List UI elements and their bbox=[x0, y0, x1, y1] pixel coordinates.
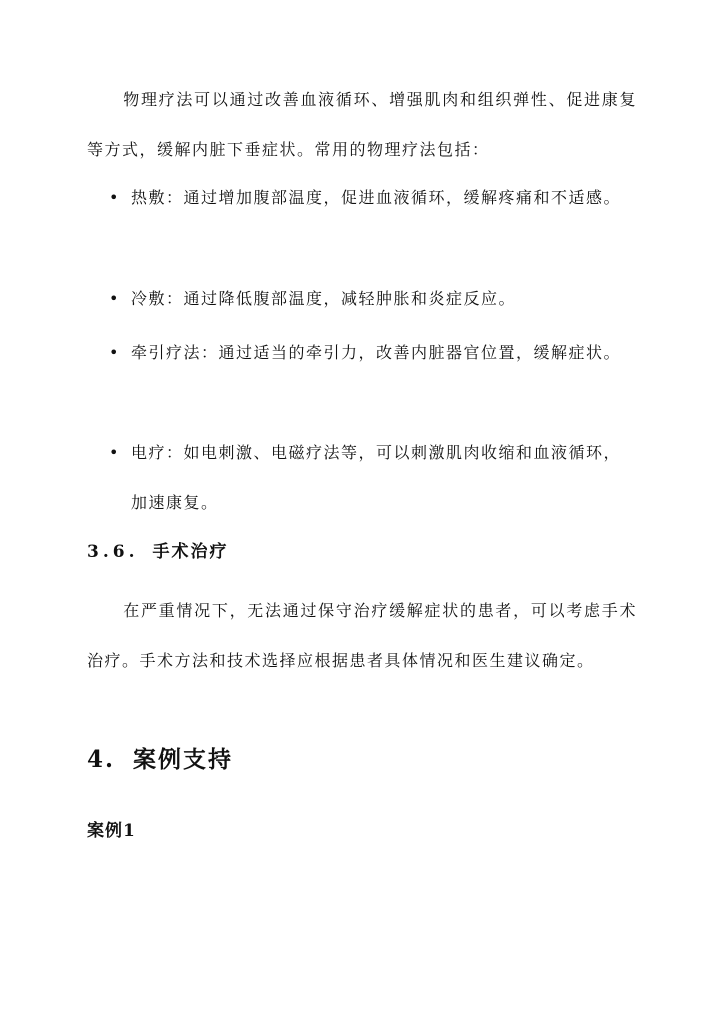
bullet-item-traction-therapy bbox=[87, 328, 637, 378]
bullet-text: 热敷：通过增加腹部温度，促进血液循环，缓解疼痛和不适感。 bbox=[131, 188, 622, 207]
bullet-text: 电疗：如电刺激、电磁疗法等，可以刺激肌肉收缩和血液循环，加速康复。 bbox=[131, 443, 622, 512]
bullet-item-electrotherapy bbox=[87, 428, 637, 528]
bullet-icon: • bbox=[109, 289, 120, 308]
section-3-6-heading bbox=[87, 537, 229, 562]
bullet-item-hot-compress bbox=[87, 173, 637, 223]
section-number: 4. bbox=[87, 746, 116, 773]
bullet-icon: • bbox=[109, 188, 120, 207]
surgery-paragraph-text: 在严重情况下，无法通过保守治疗缓解症状的患者，可以考虑手术治疗。手术方法和技术选择应根据患者具体情况和医生建议确定。 bbox=[87, 601, 637, 670]
bullet-text: 冷敷：通过降低腹部温度，减轻肿胀和炎症反应。 bbox=[131, 289, 517, 308]
section-title: 案例支持 bbox=[133, 746, 234, 773]
section-title: 手术治疗 bbox=[152, 542, 229, 562]
intro-paragraph-text: 物理疗法可以通过改善血液循环、增强肌肉和组织弹性、促进康复等方式，缓解内脏下垂症状。常用的物理疗法包括： bbox=[87, 90, 637, 159]
case-heading: 案例1 bbox=[87, 821, 136, 841]
bullet-icon: • bbox=[109, 343, 120, 362]
bullet-icon: • bbox=[109, 443, 120, 462]
intro-paragraph bbox=[87, 75, 637, 175]
section-number: 3.6. bbox=[87, 542, 139, 562]
bullet-text: 牵引疗法：通过适当的牵引力，改善内脏器官位置，缓解症状。 bbox=[131, 343, 622, 362]
section-4-heading bbox=[87, 741, 233, 774]
surgery-paragraph bbox=[87, 586, 637, 686]
bullet-item-cold-compress bbox=[87, 274, 637, 324]
